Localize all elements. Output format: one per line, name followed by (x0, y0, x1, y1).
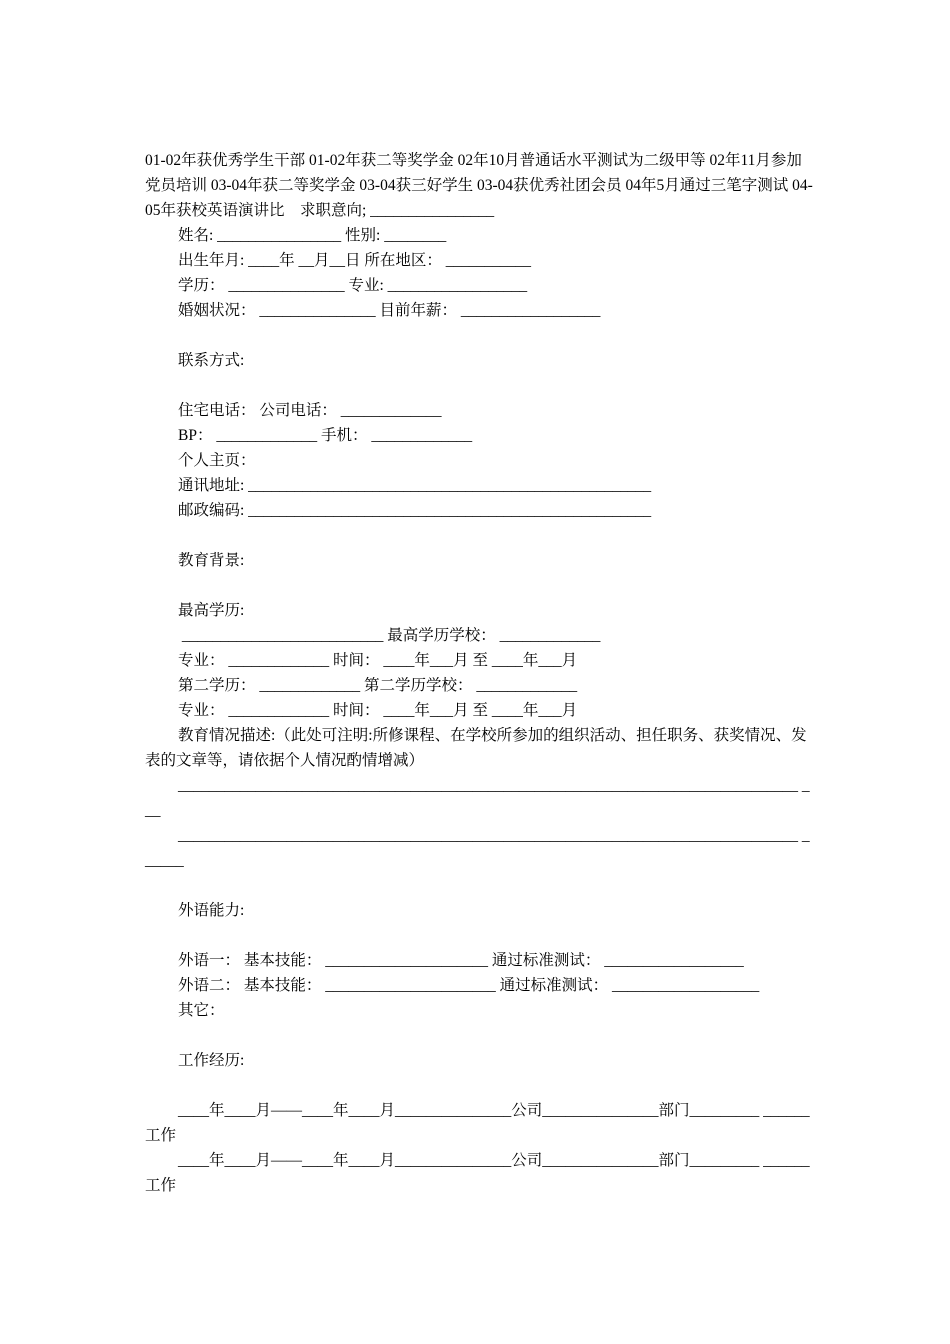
education-major-line: 学历： _______________ 专业: __________________ (178, 277, 528, 294)
language-1-line: 外语一： 基本技能： _____________________ 通过标准测试： __________________ (178, 952, 744, 969)
phones-line: 住宅电话： 公司电话： _____________ (178, 402, 442, 419)
major-time-line-2: 专业： _____________ 时间： ____年___月 至 ____年___月 (178, 702, 578, 719)
education-heading: 教育背景: (178, 552, 245, 569)
highest-school-line: __________________________ 最高学历学校： _____________ (178, 627, 601, 644)
language-other-line: 其它： (178, 1002, 225, 1019)
birth-region-line: 出生年月: ____年 __月__日 所在地区： ___________ (178, 252, 532, 269)
education-desc-line-2: ________________________________________________________________________________ ______ (145, 827, 810, 869)
homepage-line: 个人主页： (178, 452, 256, 469)
language-heading: 外语能力: (178, 902, 245, 919)
language-2-line: 外语二： 基本技能： ______________________ 通过标准测试： ___________________ (178, 977, 760, 994)
education-description: 教育情况描述:（此处可注明:所修课程、在学校所参加的组织活动、担任职务、获奖情况、发表的文章等，请依据个人情况酌情增减） (145, 727, 807, 769)
marital-salary-line: 婚姻状况： _______________ 目前年薪： __________________ (178, 302, 601, 319)
name-gender-line: 姓名: ________________ 性别: ________ (178, 227, 447, 244)
intro-paragraph: 01-02年获优秀学生干部 01-02年获二等奖学金 02年10月普通话水平测试为二级甲等 02年11月参加党员培训 03-04年获二等奖学金 03-04获三好学生 03-04获优秀社团会员 04年5月通过三笔字测试 04-05年获校英语演讲比 求职意向; ________________ (145, 152, 813, 219)
second-degree-line: 第二学历： _____________ 第二学历学校： _____________ (178, 677, 578, 694)
address-line: 通讯地址: ____________________________________________________ (178, 477, 652, 494)
highest-degree-label: 最高学历: (178, 602, 245, 619)
work-entry-2: ____年____月——____年____月_______________公司_______________部门_________ ______工作 (145, 1152, 810, 1194)
work-entry-1: ____年____月——____年____月_______________公司_______________部门_________ ______工作 (145, 1102, 810, 1144)
education-desc-line-1: ________________________________________________________________________________ ___ (145, 777, 810, 819)
postcode-line: 邮政编码: ____________________________________________________ (178, 502, 652, 519)
document-page (145, 148, 813, 1198)
contact-heading: 联系方式: (178, 352, 245, 369)
major-time-line-1: 专业： _____________ 时间： ____年___月 至 ____年___月 (178, 652, 578, 669)
work-heading: 工作经历: (178, 1052, 245, 1069)
bp-mobile-line: BP： _____________ 手机： _____________ (178, 427, 473, 444)
